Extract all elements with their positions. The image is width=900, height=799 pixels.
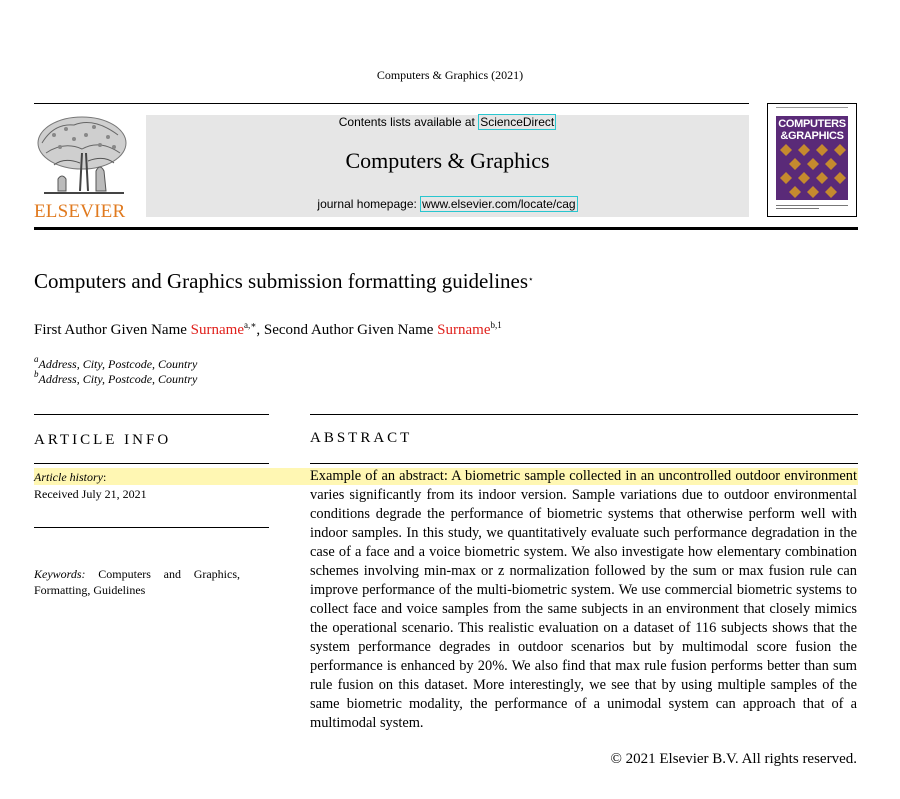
author-2-surname[interactable]: Surname bbox=[437, 322, 491, 338]
abstract-body: Example of an abstract: A biometric sample collected in an uncontrolled outdoor environment varies significantly from its indoor version. Sample variations due to outdoor environmental conditions degrade the performance of biometric systems that otherwise perform well with indoor samples. In this study, we quantitatively evaluate such performance degradation in the case of a face and a voice biometric system. We also investigate how elementary combination schemes involving min-max or z normalization followed by the sum or max fusion rule can improve performance of the multi-biometric system. We use commercial biometric systems to collect face and voice samples from the same subjects in an environment that closely mimics the operational scenario. This realistic evaluation on a dataset of 116 subjects shows that the system performance degrades in outdoor scenarios but by multimodal score fusion the performance is enhanced by 20%. We also find that max rule fusion performs better than sum rule fusion on this dataset. More interestingly, we see that by using multiple samples of the same biometric modality, the performance of a unimodal system can approach that of a multimodal system. bbox=[310, 468, 857, 731]
keywords bbox=[34, 566, 240, 598]
journal-masthead bbox=[146, 115, 749, 217]
journal-cover bbox=[767, 103, 857, 217]
keywords-label: Keywords: bbox=[34, 567, 86, 581]
keywords-text: Computers and Graphics, Formatting, Guidelines bbox=[34, 567, 241, 597]
running-head: Computers & Graphics (2021) bbox=[376, 68, 524, 82]
cover-title-line-1: COMPUTERS bbox=[778, 118, 846, 130]
article-info-mid-rule bbox=[34, 463, 269, 464]
elsevier-tree-icon bbox=[34, 113, 130, 199]
affiliation-b bbox=[34, 369, 198, 387]
cover-title bbox=[776, 118, 848, 142]
history-label-colon: : bbox=[103, 470, 107, 484]
cover-footer bbox=[776, 203, 848, 213]
header-top-rule bbox=[34, 103, 749, 104]
affiliation-a-text: Address, City, Postcode, Country bbox=[38, 357, 198, 371]
affiliation-a bbox=[34, 354, 198, 372]
copyright-notice: © 2021 Elsevier B.V. All rights reserved. bbox=[610, 751, 857, 767]
title-footnote-mark: ⋆ bbox=[528, 274, 534, 284]
article-info-bottom-rule bbox=[34, 527, 269, 528]
author-separator: , bbox=[256, 322, 264, 338]
paper-title-text: Computers and Graphics submission formatting guidelines bbox=[34, 269, 529, 293]
author-1-affil-mark: a,∗ bbox=[243, 320, 257, 330]
author-1-given: First Author Given Name bbox=[34, 322, 187, 338]
author-2-affil-mark: b,1 bbox=[490, 320, 502, 330]
journal-name: Computers & Graphics bbox=[345, 148, 550, 173]
elsevier-logo bbox=[34, 113, 130, 222]
article-history-label bbox=[34, 470, 106, 485]
cover-title-line-2: &GRAPHICS bbox=[780, 130, 844, 142]
article-info-heading: ARTICLE INFO bbox=[34, 432, 172, 448]
sciencedirect-link[interactable]: ScienceDirect bbox=[480, 115, 555, 129]
article-info-top-rule bbox=[34, 414, 269, 415]
homepage-prefix: journal homepage: bbox=[317, 197, 417, 211]
abstract-heading: ABSTRACT bbox=[310, 430, 413, 446]
affiliation-b-mark: b bbox=[34, 369, 39, 379]
cover-top-line bbox=[776, 107, 848, 108]
received-date: Received July 21, 2021 bbox=[34, 487, 147, 501]
author-2-given: Second Author Given Name bbox=[263, 322, 434, 338]
author-list bbox=[34, 322, 502, 339]
masthead-bottom-rule bbox=[34, 227, 858, 230]
journal-homepage-link[interactable]: www.elsevier.com/locate/cag bbox=[422, 197, 576, 211]
cover-artwork bbox=[776, 116, 848, 200]
paper-title bbox=[34, 269, 534, 294]
author-1-surname[interactable]: Surname bbox=[190, 322, 244, 338]
elsevier-wordmark: ELSEVIER bbox=[34, 201, 126, 222]
history-label-text: Article history bbox=[34, 470, 103, 484]
contents-line bbox=[146, 115, 749, 129]
affiliation-a-mark: a bbox=[34, 354, 39, 364]
abstract-top-rule bbox=[310, 414, 858, 415]
contents-prefix: Contents lists available at bbox=[338, 115, 475, 129]
homepage-line bbox=[146, 197, 749, 211]
affiliation-b-text: Address, City, Postcode, Country bbox=[38, 372, 198, 386]
abstract-mid-rule bbox=[310, 463, 858, 464]
